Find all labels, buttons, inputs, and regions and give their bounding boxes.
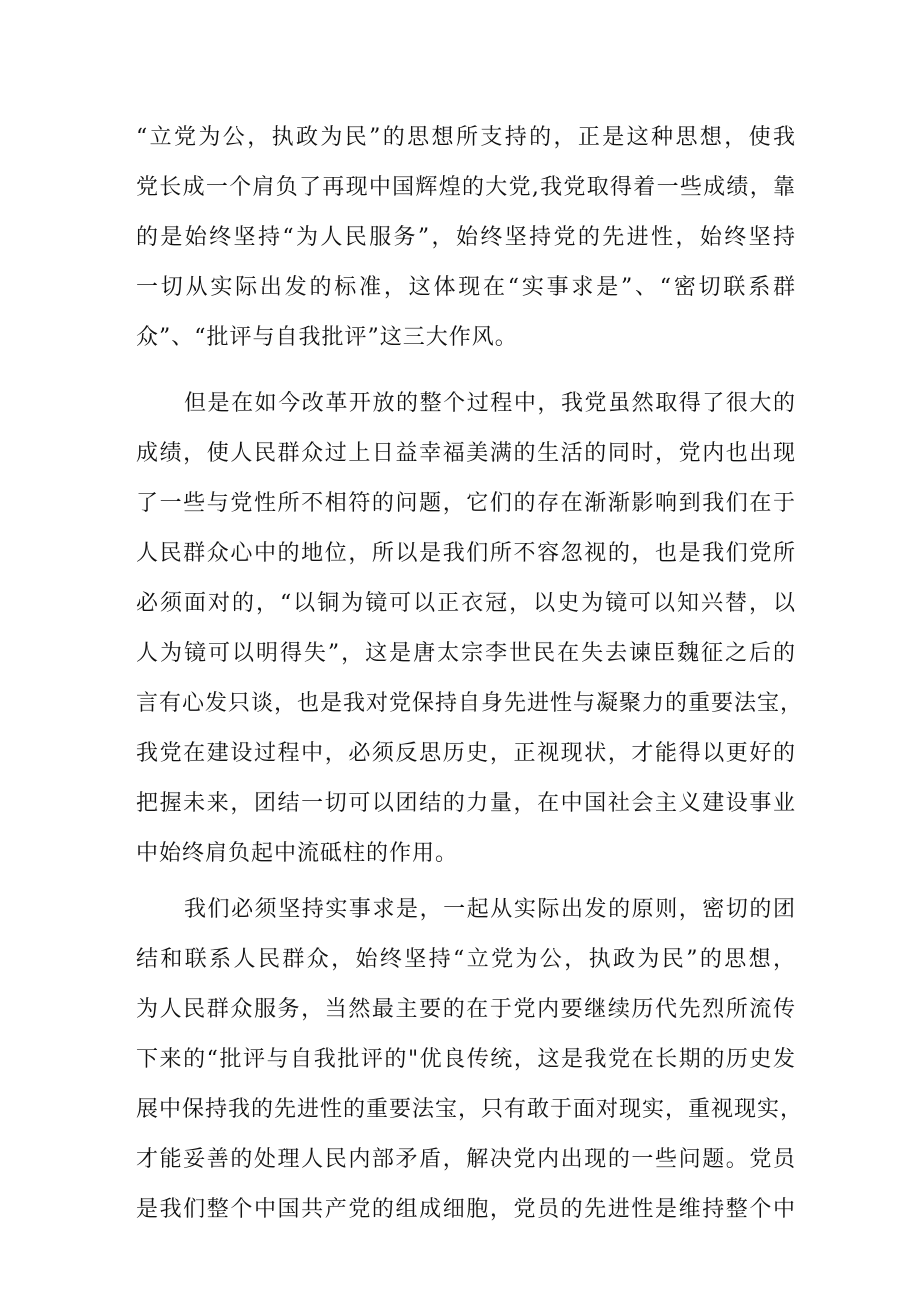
text-line: “立党为公，执政为民”的思想所支持的，正是这种思想，使我: [136, 125, 796, 150]
text-line: 了一些与党性所不相符的问题，它们的存在渐渐影响到我们在于: [136, 491, 796, 516]
text-line: 言有心发只谈，也是我对党保持自身先进性与凝聚力的重要法宝，: [136, 691, 804, 716]
text-line: 中始终肩负起中流砥柱的作用。: [136, 841, 459, 866]
paragraph-3: [136, 885, 804, 1235]
document-body: [136, 113, 804, 1235]
text-line: 人为镜可以明得失”，这是唐太宗李世民在失去谏臣魏征之后的: [136, 641, 796, 666]
text-line: 但是在如今改革开放的整个过程中，我党虽然取得了很大的: [184, 391, 796, 416]
text-line: 的是始终坚持“为人民服务”，始终坚持党的先进性，始终坚持: [136, 225, 796, 250]
text-line: 一切从实际出发的标准，这体现在“实事求是”、“密切联系群: [136, 275, 796, 300]
text-line: 人民群众心中的地位，所以是我们所不容忽视的，也是我们党所: [136, 541, 796, 566]
text-line: 必须面对的，“以铜为镜可以正衣冠，以史为镜可以知兴替，以: [136, 591, 796, 616]
text-line: 成绩，使人民群众过上日益幸福美满的生活的同时，党内也出现: [136, 441, 796, 466]
text-line: 展中保持我的先进性的重要法宝，只有敢于面对现实，重视现实，: [136, 1097, 804, 1122]
paragraph-2: [136, 379, 804, 879]
paragraph-1: [136, 113, 796, 363]
text-line: 众”、“批评与自我批评”这三大作风。: [136, 325, 518, 350]
text-line: 是我们整个中国共产党的组成细胞，党员的先进性是维持整个中: [136, 1197, 796, 1222]
text-line: 我们必须坚持实事求是，一起从实际出发的原则，密切的团: [184, 897, 796, 922]
text-line: 为人民群众服务，当然最主要的在于党内要继续历代先烈所流传: [136, 997, 796, 1022]
text-line: 下来的“批评与自我批评的"优良传统，这是我党在长期的历史发: [136, 1047, 796, 1072]
text-line: 我党在建设过程中，必须反思历史，正视现状，才能得以更好的: [136, 741, 796, 766]
text-line: 结和联系人民群众，始终坚持“立党为公，执政为民”的思想，: [136, 947, 796, 972]
text-line: 才能妥善的处理人民内部矛盾，解决党内出现的一些问题。党员: [136, 1147, 796, 1172]
text-line: 党长成一个肩负了再现中国辉煌的大党,我党取得着一些成绩，靠: [136, 175, 796, 200]
text-line: 把握未来，团结一切可以团结的力量，在中国社会主义建设事业: [136, 791, 796, 816]
